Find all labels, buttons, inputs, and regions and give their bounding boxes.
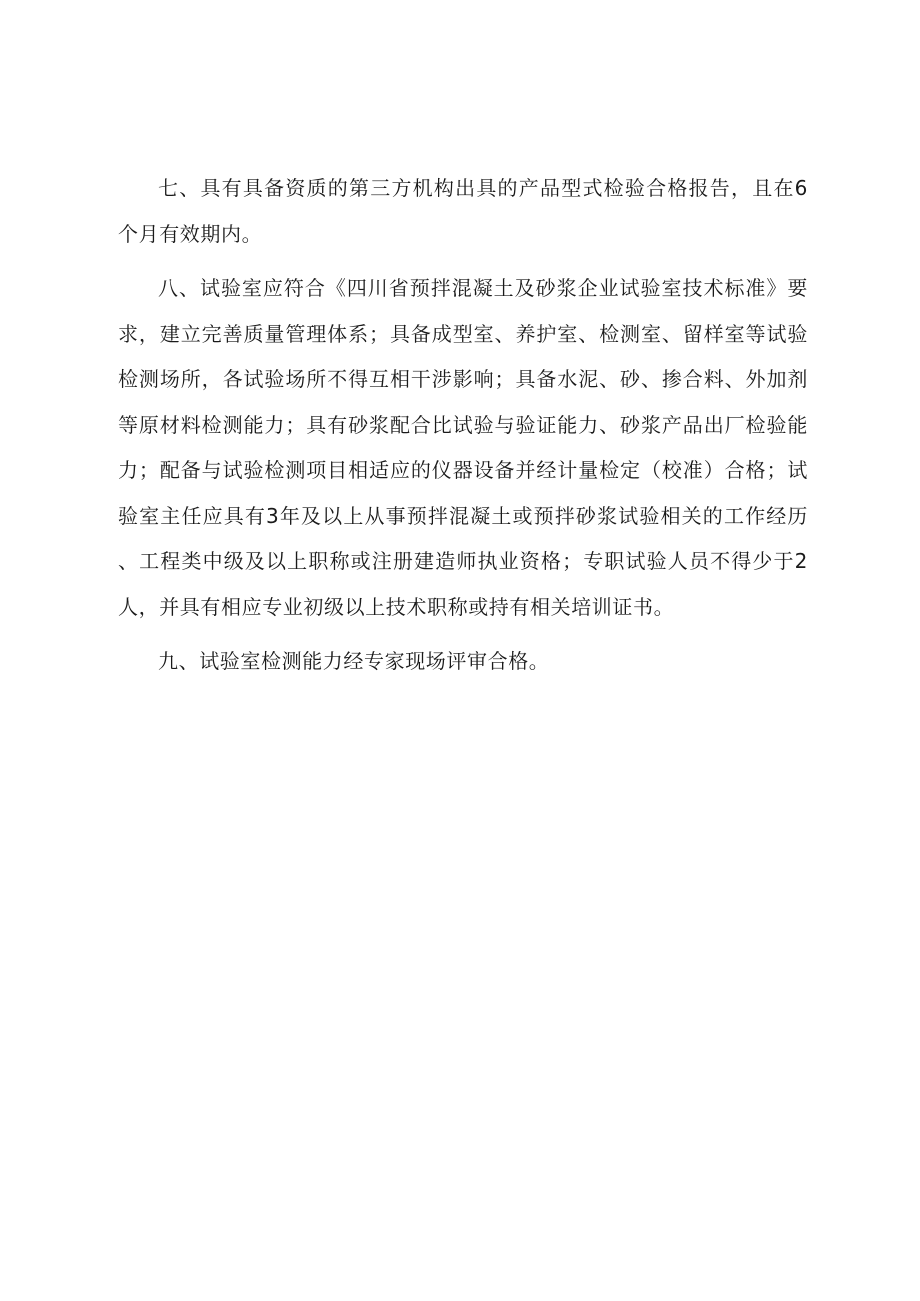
paragraph-item-8: 八、试验室应符合《四川省预拌混凝土及砂浆企业试验室技术标准》要求，建立完善质量管理体系；具备成型室、养护室、检测室、留样室等试验检测场所，各试验场所不得互相干涉影响；具备水泥、砂、掺合料、外加剂等原材料检测能力；具有砂浆配合比试验与验证能力、砂浆产品出厂检验能力；配备与试验检测项目相适应的仪器设备并经计量检定（校准）合格；试验室主任应具有3年及以上从事预拌混凝土或预拌砂浆试验相关的工作经历、工程类中级及以上职称或注册建造师执业资格；专职试验人员不得少于2人，并具有相应专业初级以上技术职称或持有相关培训证书。 bbox=[118, 276, 808, 619]
paragraph-item-7: 七、具有具备资质的第三方机构出具的产品型式检验合格报告，且在6个月有效期内。 bbox=[118, 176, 808, 246]
document-body bbox=[118, 166, 808, 694]
paragraph-item-9: 九、试验室检测能力经专家现场评审合格。 bbox=[158, 649, 550, 673]
